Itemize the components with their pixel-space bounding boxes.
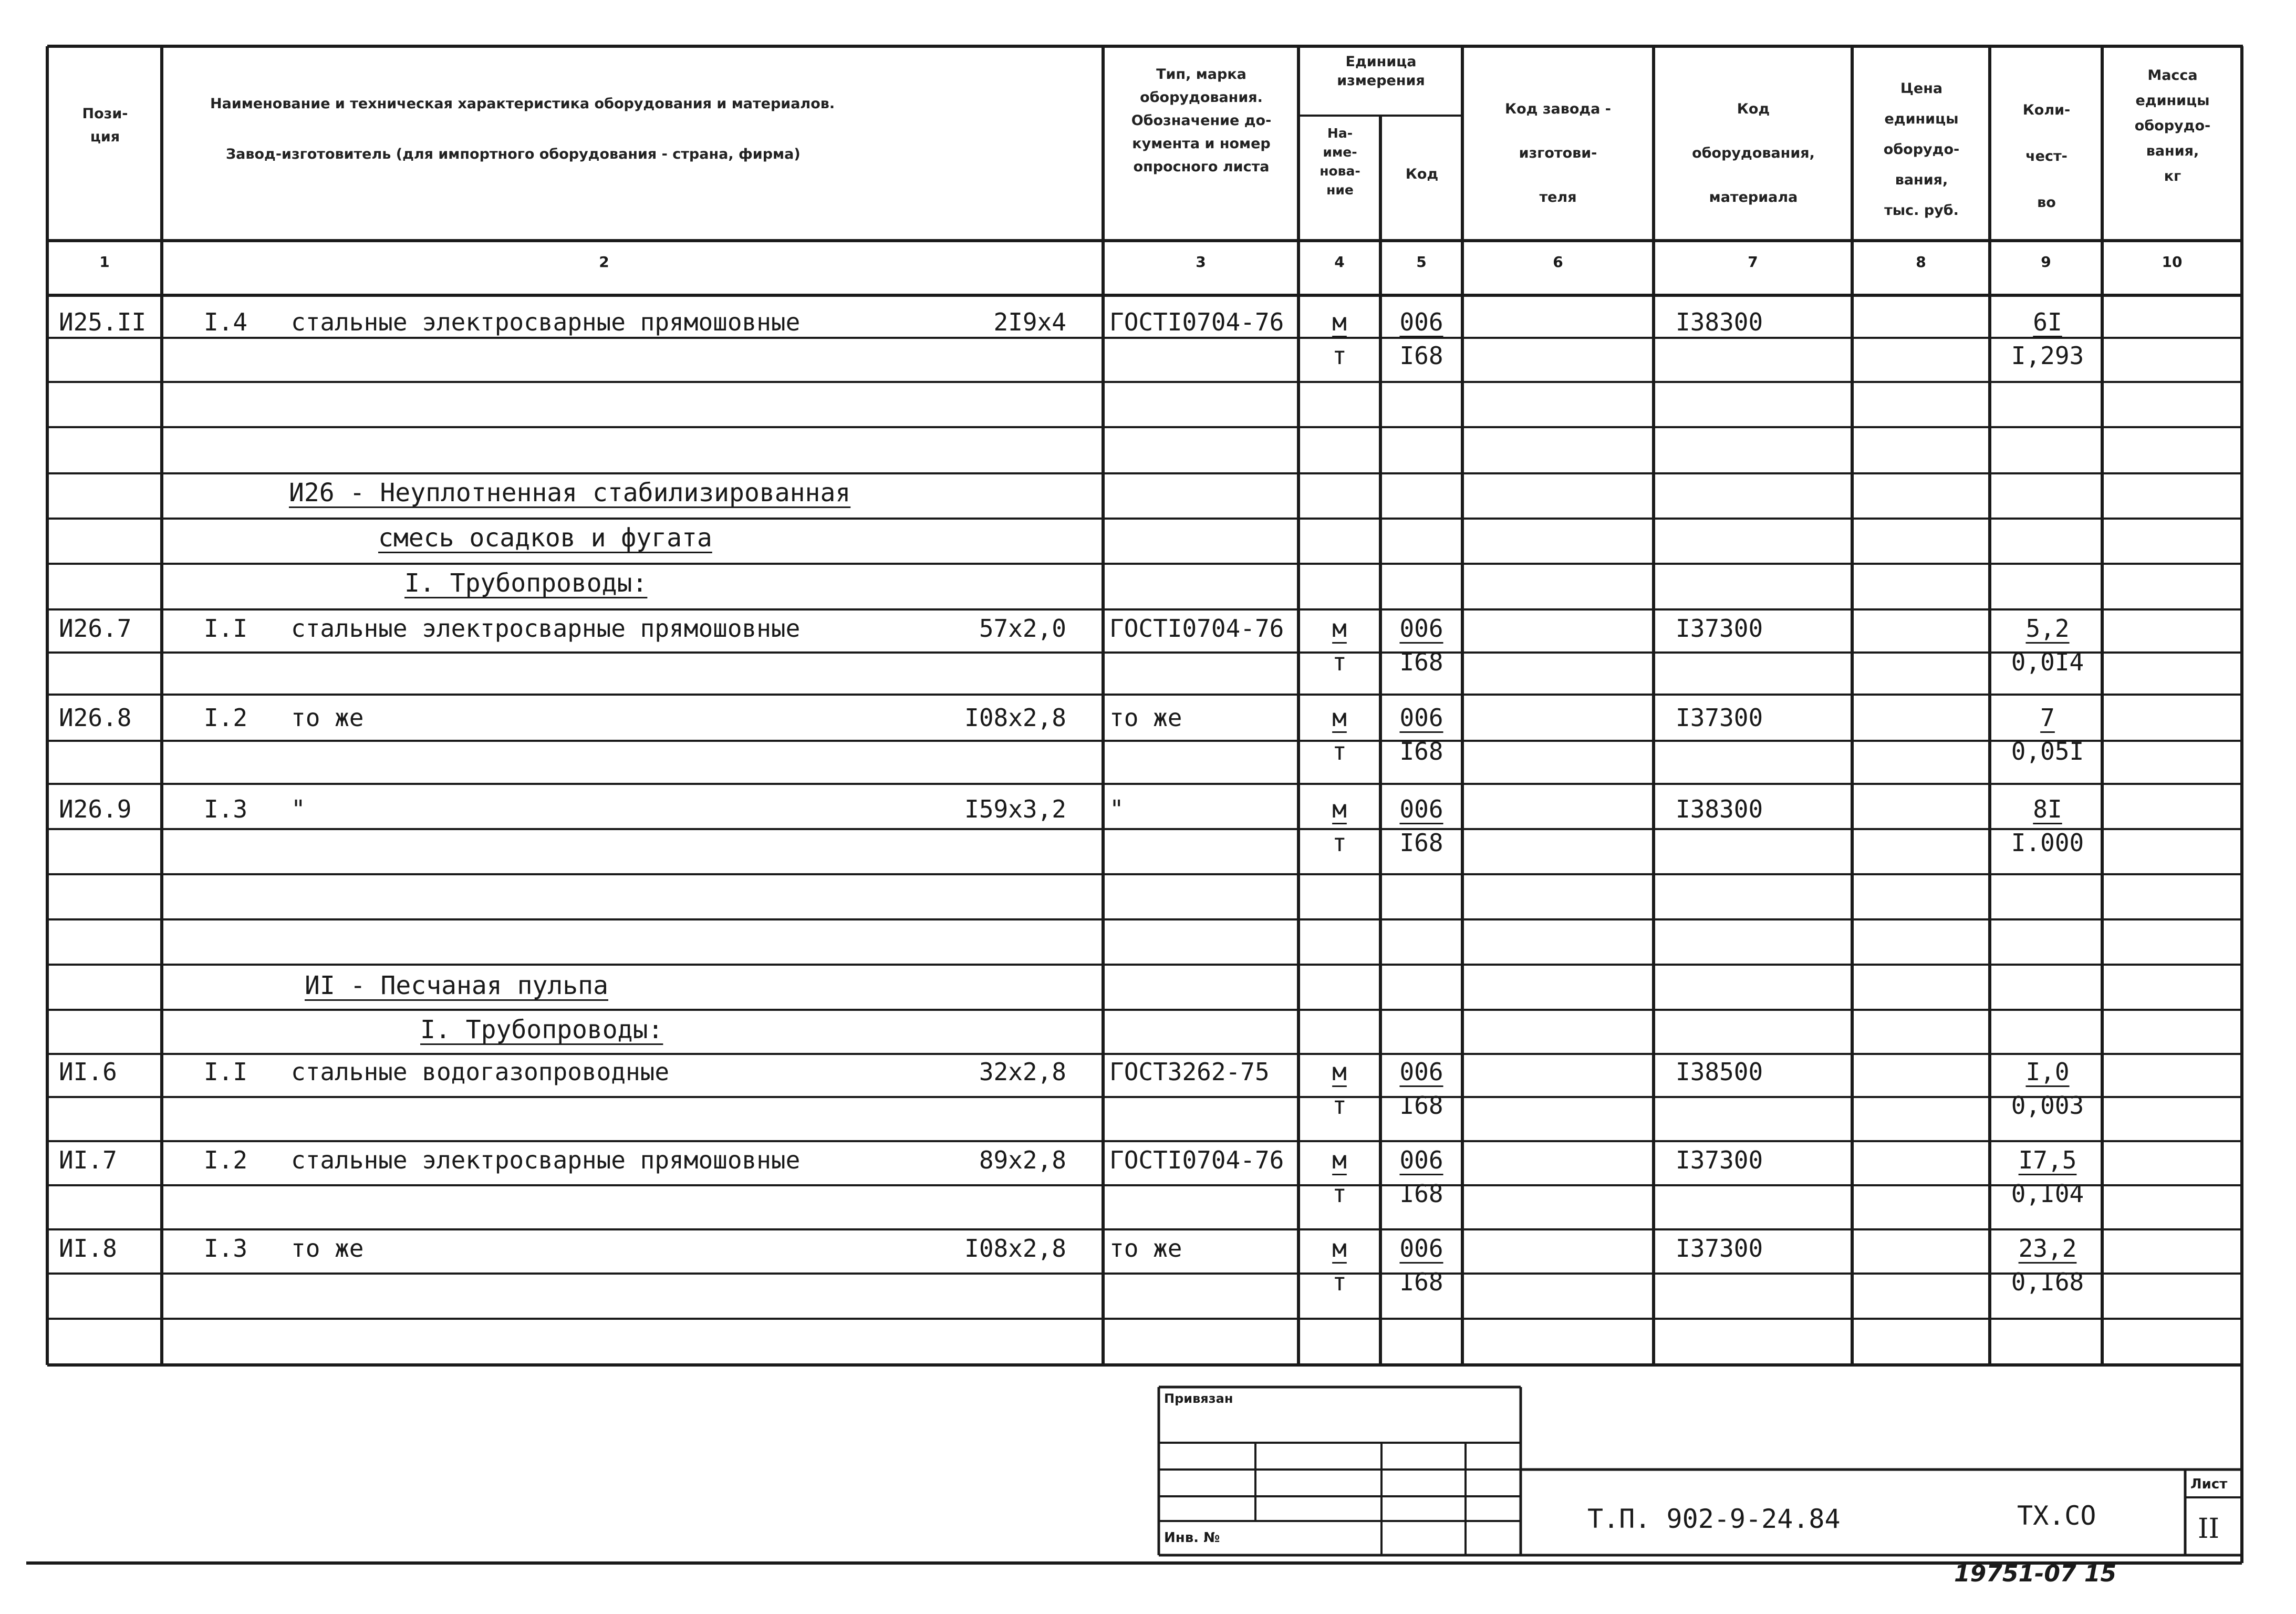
col-number-5: 5 bbox=[1416, 253, 1427, 271]
item-number-cell: I.4 bbox=[204, 308, 248, 336]
item-size-cell: 32x2,8 bbox=[979, 1058, 1066, 1086]
unit-code-cell-2: I68 bbox=[1399, 829, 1443, 857]
quantity-cell: I,0 bbox=[2025, 1058, 2070, 1086]
position-cell: И26.8 bbox=[59, 703, 132, 732]
item-size-cell: I59x3,2 bbox=[964, 795, 1066, 823]
position-cell: И26.9 bbox=[59, 795, 132, 823]
item-number-cell: I.I bbox=[204, 1058, 248, 1086]
item-number-cell: I.3 bbox=[204, 795, 248, 823]
quantity-cell-2: 0,0I4 bbox=[2011, 648, 2084, 676]
col-number-2: 2 bbox=[599, 253, 609, 271]
unit-cell-2: т bbox=[1332, 648, 1347, 676]
stamp-bound-label: Привязан bbox=[1164, 1391, 1233, 1406]
position-cell: ИI.6 bbox=[59, 1058, 117, 1086]
item-size-cell: I08x2,8 bbox=[964, 1234, 1066, 1263]
position-cell: ИI.8 bbox=[59, 1234, 117, 1263]
header-unit-name: На- име- нова- ние bbox=[1320, 126, 1360, 198]
item-size-cell: 57x2,0 bbox=[979, 614, 1066, 643]
document-code: ТХ.СО bbox=[2017, 1501, 2096, 1531]
quantity-cell-2: 0,I04 bbox=[2011, 1180, 2084, 1208]
material-code-cell: I37300 bbox=[1676, 1234, 1763, 1263]
header-unit-group: Единица измерения bbox=[1337, 54, 1425, 89]
item-number-cell: I.3 bbox=[204, 1234, 248, 1263]
quantity-cell: 7 bbox=[2040, 703, 2055, 732]
section-i26-subtitle: I. Трубопроводы: bbox=[404, 568, 648, 598]
unit-code-cell: 006 bbox=[1399, 308, 1443, 336]
header-material-code: Код оборудования, материала bbox=[1692, 101, 1815, 205]
position-cell: ИI.7 bbox=[59, 1146, 117, 1174]
section-i26-title-cont: смесь осадков и фугата bbox=[378, 523, 712, 553]
unit-cell-2: т bbox=[1332, 342, 1347, 370]
unit-cell-2: т bbox=[1332, 1180, 1347, 1208]
item-size-cell: I08x2,8 bbox=[964, 703, 1066, 732]
header-name-line1: Наименование и техническая характеристика оборудования и материалов. bbox=[210, 96, 835, 112]
item-name-cell: " bbox=[291, 795, 306, 823]
item-number-cell: I.2 bbox=[204, 1146, 248, 1174]
position-cell: И26.7 bbox=[59, 614, 132, 643]
quantity-cell-2: I.000 bbox=[2011, 829, 2084, 857]
material-code-cell: I37300 bbox=[1676, 614, 1763, 643]
position-cell: И25.II bbox=[59, 308, 147, 336]
sheet-label: Лист bbox=[2190, 1476, 2228, 1492]
section-i1-subtitle: I. Трубопроводы: bbox=[420, 1015, 663, 1044]
material-code-cell: I37300 bbox=[1676, 703, 1763, 732]
quantity-cell: 23,2 bbox=[2018, 1234, 2077, 1263]
item-name-cell: то же bbox=[291, 1234, 364, 1263]
item-name-cell: стальные водогазопроводные bbox=[291, 1058, 670, 1086]
col-number-4: 4 bbox=[1334, 253, 1345, 271]
col-number-6: 6 bbox=[1553, 253, 1563, 271]
sheet-number: II bbox=[2198, 1513, 2220, 1545]
col-number-10: 10 bbox=[2162, 253, 2183, 271]
material-code-cell: I37300 bbox=[1676, 1146, 1763, 1174]
unit-cell: м bbox=[1332, 795, 1347, 823]
archive-number: 19751-07 15 bbox=[1954, 1560, 2117, 1587]
header-position: Пози- ция bbox=[82, 106, 128, 145]
col-number-9: 9 bbox=[2041, 253, 2051, 271]
header-quantity: Коли- чест- во bbox=[2022, 102, 2071, 211]
item-name-cell: стальные электросварные прямошовные bbox=[291, 614, 801, 643]
doc-cell: то же bbox=[1109, 703, 1182, 732]
item-name-cell: стальные электросварные прямошовные bbox=[291, 1146, 801, 1174]
material-code-cell: I38500 bbox=[1676, 1058, 1763, 1086]
unit-code-cell: 006 bbox=[1399, 1234, 1443, 1263]
header-unit-code: Код bbox=[1405, 166, 1439, 182]
unit-code-cell: 006 bbox=[1399, 703, 1443, 732]
unit-cell: м bbox=[1332, 614, 1347, 643]
unit-cell: м bbox=[1332, 308, 1347, 336]
quantity-cell-2: 0,05I bbox=[2011, 737, 2084, 765]
unit-code-cell-2: I68 bbox=[1399, 1180, 1443, 1208]
unit-cell-2: т bbox=[1332, 1268, 1347, 1296]
doc-cell: ГОСТI0704-76 bbox=[1109, 308, 1284, 336]
unit-code-cell-2: I68 bbox=[1399, 342, 1443, 370]
section-i1-title: ИI - Песчаная пульпа bbox=[305, 971, 608, 1000]
col-number-7: 7 bbox=[1748, 253, 1758, 271]
unit-code-cell-2: I68 bbox=[1399, 648, 1443, 676]
header-mass: Масса единицы оборудо- вания, кг bbox=[2134, 67, 2211, 184]
quantity-cell: 6I bbox=[2033, 308, 2062, 336]
document-number: Т.П. 902-9-24.84 bbox=[1587, 1504, 1841, 1534]
quantity-cell-2: 0,I68 bbox=[2011, 1268, 2084, 1296]
header-price: Цена единицы оборудо- вания, тыс. руб. bbox=[1883, 80, 1960, 219]
unit-code-cell: 006 bbox=[1399, 614, 1443, 643]
unit-code-cell-2: I68 bbox=[1399, 1091, 1443, 1120]
item-name-cell: то же bbox=[291, 703, 364, 732]
col-number-3: 3 bbox=[1196, 253, 1206, 271]
stamp-inventory-label: Инв. № bbox=[1164, 1530, 1220, 1546]
material-code-cell: I38300 bbox=[1676, 308, 1763, 336]
unit-cell-2: т bbox=[1332, 1091, 1347, 1120]
unit-code-cell: 006 bbox=[1399, 1146, 1443, 1174]
unit-cell: м bbox=[1332, 1058, 1347, 1086]
header-type: Тип, марка оборудования. Обозначение до- кумента и номер опросного листа bbox=[1131, 66, 1272, 175]
material-code-cell: I38300 bbox=[1676, 795, 1763, 823]
item-number-cell: I.I bbox=[204, 614, 248, 643]
quantity-cell: 8I bbox=[2033, 795, 2062, 823]
item-name-cell: стальные электросварные прямошовные bbox=[291, 308, 801, 336]
item-number-cell: I.2 bbox=[204, 703, 248, 732]
unit-code-cell-2: I68 bbox=[1399, 1268, 1443, 1296]
doc-cell: ГОСТI0704-76 bbox=[1109, 1146, 1284, 1174]
quantity-cell-2: 0,003 bbox=[2011, 1091, 2084, 1120]
unit-cell: м bbox=[1332, 1234, 1347, 1263]
section-i26-title: И26 - Неуплотненная стабилизированная bbox=[289, 478, 851, 508]
doc-cell: ГОСТ3262-75 bbox=[1109, 1058, 1270, 1086]
item-size-cell: 2I9x4 bbox=[993, 308, 1066, 336]
quantity-cell-2: I,293 bbox=[2011, 342, 2084, 370]
item-size-cell: 89x2,8 bbox=[979, 1146, 1066, 1174]
col-number-1: 1 bbox=[99, 253, 110, 271]
unit-cell: м bbox=[1332, 703, 1347, 732]
quantity-cell: 5,2 bbox=[2025, 614, 2070, 643]
unit-cell-2: т bbox=[1332, 737, 1347, 765]
unit-cell: м bbox=[1332, 1146, 1347, 1174]
doc-cell: то же bbox=[1109, 1234, 1182, 1263]
unit-cell-2: т bbox=[1332, 829, 1347, 857]
header-name-line2: Завод-изготовитель (для импортного оборудования - страна, фирма) bbox=[226, 146, 801, 162]
quantity-cell: I7,5 bbox=[2018, 1146, 2077, 1174]
unit-code-cell: 006 bbox=[1399, 1058, 1443, 1086]
unit-code-cell: 006 bbox=[1399, 795, 1443, 823]
col-number-8: 8 bbox=[1916, 253, 1926, 271]
doc-cell: " bbox=[1109, 795, 1124, 823]
unit-code-cell-2: I68 bbox=[1399, 737, 1443, 765]
header-maker-code: Код завода - изготови- теля bbox=[1505, 101, 1611, 205]
doc-cell: ГОСТI0704-76 bbox=[1109, 614, 1284, 643]
